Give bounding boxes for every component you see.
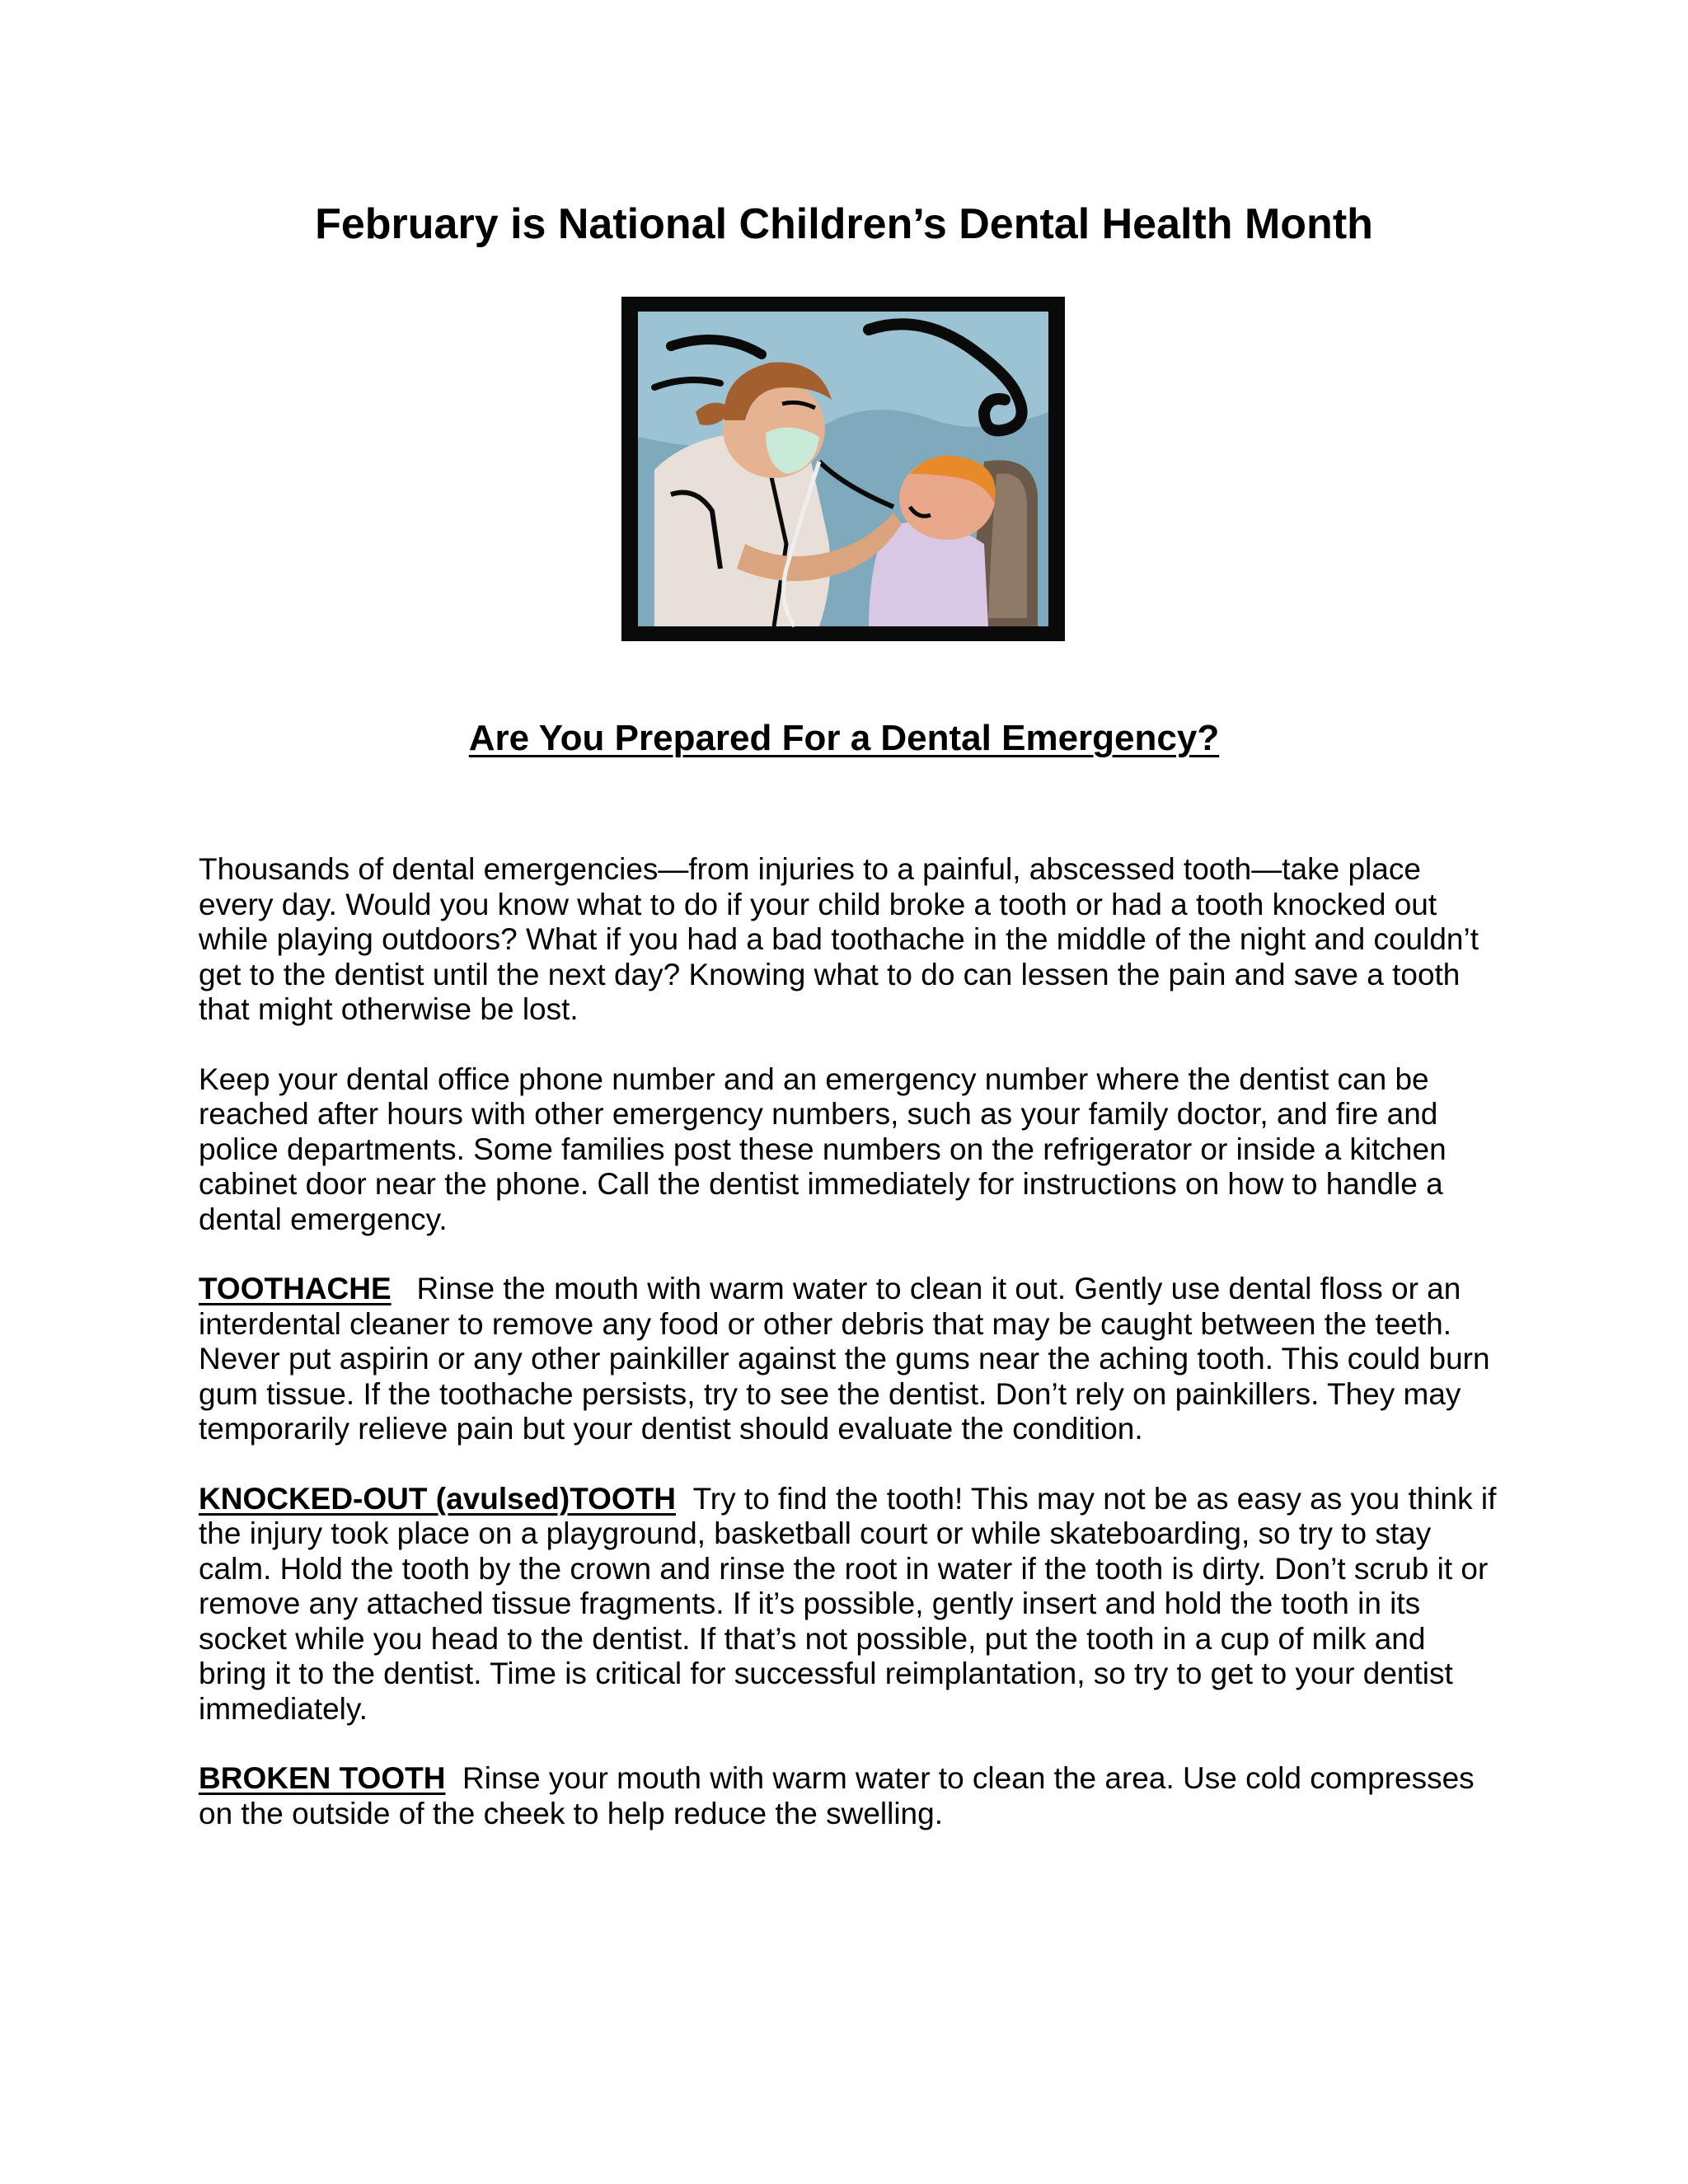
broken-tooth-section — [199, 1761, 1501, 1831]
section-subtitle — [0, 715, 1688, 762]
article-body — [199, 852, 1501, 1866]
knocked-out-section — [199, 1482, 1501, 1727]
contact-paragraph: Keep your dental office phone number and an emergency number where the dentist can be reached after hours with other emergency numbers, such as your family doctor, and fire and police departments. Some families post these numbers on the refrigerator or inside a kitchen cabinet door near the phone. Call the dentist immediately for instructions on how to handle a dental emergency. — [199, 1062, 1447, 1236]
toothache-text: Rinse the mouth with warm water to clean it out. Gently use dental floss or an interdental cleaner to remove any food or other debris that may be caught between the teeth. Never put aspirin or any other painkiller against the gums near the aching tooth. This could burn gum tissue. If the toothache persists, try to see the dentist. Don’t rely on painkillers. They may temporarily relieve pain but your dentist should evaluate the condition. — [199, 1272, 1490, 1446]
knocked-out-heading: KNOCKED-OUT (avulsed)TOOTH — [199, 1481, 677, 1516]
toothache-heading: TOOTHACHE — [199, 1272, 392, 1305]
dentist-illustration — [621, 297, 1065, 641]
broken-tooth-heading: BROKEN TOOTH — [199, 1761, 446, 1795]
knocked-out-text: Try to find the tooth! This may not be as easy as you think if the injury took place on a playground, basketball court or while skateboarding, so try to stay calm. Hold the tooth by the crown and rinse the root in water if the tooth is dirty. Don’t scrub it or remove any attached tissue fragments. If it’s possible, gently insert and hold the tooth in its socket while you head to the dentist. If that’s not possible, put the tooth in a cup of milk and bring it to the dentist. Time is critical for successful reimplantation, so try to get to your dentist immediately. — [199, 1481, 1497, 1726]
intro-paragraph: Thousands of dental emergencies—from injuries to a painful, abscessed tooth—take place every day. Would you know what to do if your child broke a tooth or had a tooth knocked out while playing outdoors? What if you had a bad toothache in the middle of the night and couldn’t get to the dentist until the next day? Knowing what to do can lessen the pain and save a tooth that might otherwise be lost. — [199, 852, 1479, 1026]
subtitle-text: Are You Prepared For a Dental Emergency? — [468, 718, 1220, 758]
dentist-treating-child-icon — [621, 297, 1065, 641]
page-title: February is National Children’s Dental Health Month — [315, 200, 1373, 248]
broken-tooth-text: Rinse your mouth with warm water to clean the area. Use cold compresses on the outside of the cheek to help reduce the swelling. — [199, 1761, 1475, 1830]
toothache-section — [199, 1272, 1501, 1447]
